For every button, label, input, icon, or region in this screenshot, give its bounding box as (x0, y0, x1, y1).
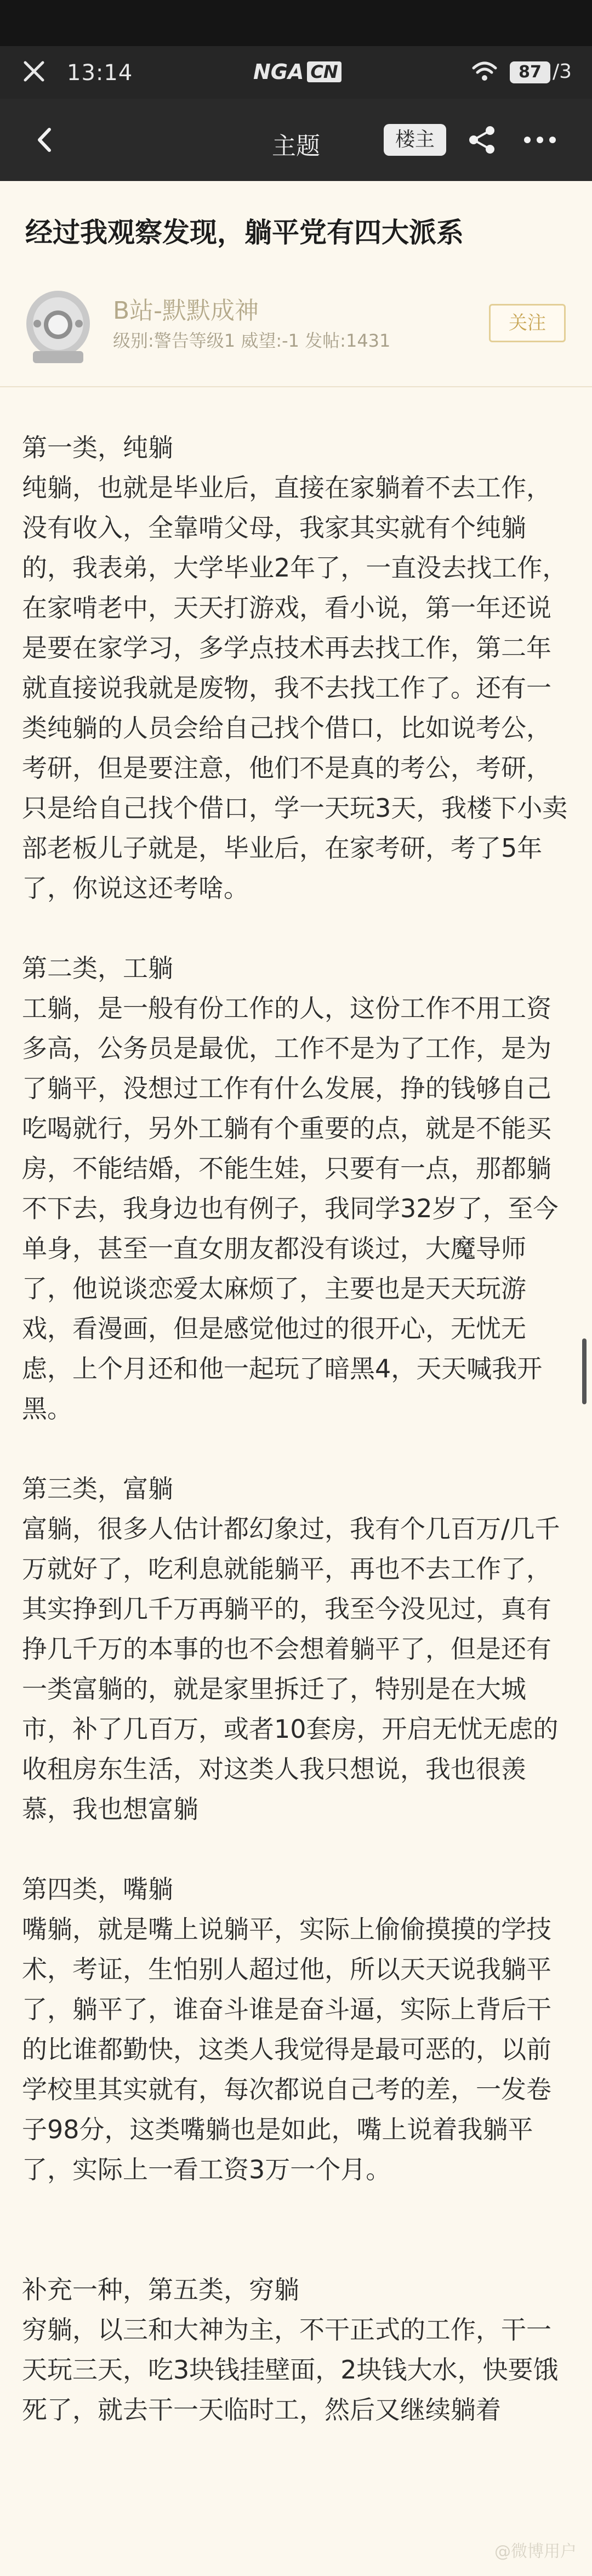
author-meta: 级别:警告等级1 威望:-1 发帖:1431 (113, 330, 391, 351)
section-heading-2: 第二类，工躺 (22, 953, 173, 983)
share-icon[interactable] (466, 124, 498, 156)
wifi-icon (471, 60, 498, 82)
nav-bar (0, 99, 592, 181)
close-icon[interactable] (22, 59, 46, 83)
follow-button[interactable]: 关注 (489, 304, 566, 342)
status-bar (0, 46, 592, 99)
section-body-3: 富躺，很多人估计都幻象过，我有个几百万/几千万就好了，吃利息就能躺平，再也不去工作了，其实挣到几千万再躺平的，我至今没见过，真有挣几千万的本事的也不会想着躺平了，但是还有一类富躺的，就是家里拆迁了，特别是在大城市，补了几百万，或者10套房，开启无忧无虑的收租房东生活，对这类人我只想说，我也很羡慕，我也想富躺 (22, 1514, 560, 1824)
watermark: @微博用户 (494, 2542, 577, 2561)
status-time: 13:14 (67, 60, 133, 86)
section-heading-1: 第一类，纯躺 (22, 433, 173, 462)
more-icon[interactable] (521, 124, 559, 156)
author-name[interactable]: B站-默默成神 (113, 297, 259, 325)
avatar[interactable] (22, 285, 94, 368)
logo-text: NGA (253, 60, 304, 84)
nga-logo (253, 58, 341, 86)
section-body-5: 穷躺，以三和大神为主，不干正式的工作，干一天玩三天，吃3块钱挂壁面，2块钱大水，快要饿死了，就去干一天临时工，然后又继续躺着 (22, 2315, 559, 2425)
section-heading-4: 第四类，嘴躺 (22, 1874, 173, 1904)
post-title: 经过我观察发现，躺平党有四大派系 (25, 217, 464, 248)
divider (0, 386, 592, 387)
section-body-2: 工躺，是一般有份工作的人，这份工作不用工资多高，公务员是最优，工作不是为了工作，是为了躺平，没想过工作有什么发展，挣的钱够自己吃喝就行，另外工躺有个重要的点，就是不能买房，不能结婚，不能生娃，只要有一点，那都躺不下去，我身边也有例子，我同学32岁了，至今单身，甚至一直女朋友都没有谈过，大魔导师了，他说谈恋爱太麻烦了，主要也是天天玩游戏，看漫画，但是感觉他过的很开心，无忧无虑，上个月还和他一起玩了暗黑4，天天喊我开黑。 (22, 993, 559, 1423)
author-block (0, 280, 592, 379)
battery-indicator: 87 (510, 61, 550, 83)
top-strip (0, 0, 592, 46)
section-body-1: 纯躺，也就是毕业后，直接在家躺着不去工作，没有收入，全靠啃父母，我家其实就有个纯躺的，我表弟，大学毕业2年了，一直没去找工作，在家啃老中，天天打游戏，看小说，第一年还说是要在家学习，多学点技术再去找工作，第二年就直接说我就是废物，我不去找工作了。还有一类纯躺的人员会给自己找个借口，比如说考公，考研，但是要注意，他们不是真的考公，考研，只是给自己找个借口，学一天玩3天，我楼下小卖部老板儿子就是，毕业后，在家考研，考了5年了，你说这还考啥。 (22, 473, 568, 903)
page-counter: /3 (553, 60, 572, 83)
host-only-button[interactable]: 楼主 (384, 124, 446, 156)
scrollbar[interactable] (582, 1338, 587, 1404)
section-heading-5: 补充一种，第五类，穷躺 (22, 2275, 299, 2304)
section-heading-3: 第三类，富躺 (22, 1474, 173, 1504)
nav-title: 主题 (272, 132, 320, 160)
section-body-4: 嘴躺，就是嘴上说躺平，实际上偷偷摸摸的学技术，考证，生怕别人超过他，所以天天说我躺平了，躺平了，谁奋斗谁是奋斗逼，实际上背后干的比谁都勤快，这类人我觉得是最可恶的，以前学校里其实就有，每次都说自己考的差，一发卷子98分，这类嘴躺也是如此，嘴上说着我躺平了，实际上一看工资3万一个月。 (22, 1914, 551, 2184)
logo-cn: CN (307, 61, 341, 82)
post-content (22, 428, 576, 2430)
